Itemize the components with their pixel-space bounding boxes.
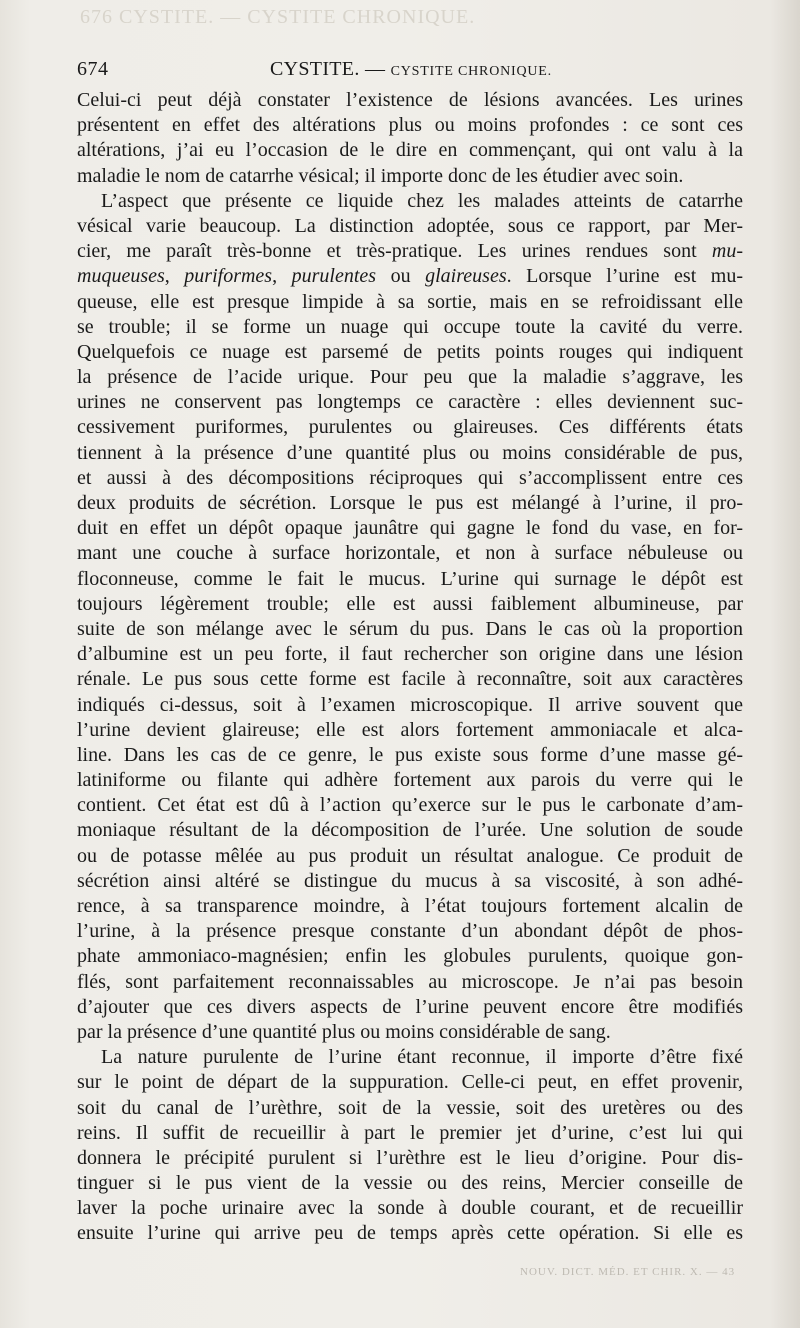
text-line: l’urine, à la présence presque constante d’un abondant dépôt de phos- [77,920,743,943]
text-line: muqueuses, puriformes, purulentes ou glaireuses. Lorsque l’urine est mu- [77,265,744,288]
text-line: d’ajouter que ces divers aspects de l’urine peuvent encore être modifiés [77,995,743,1018]
text-line: la présence de l’acide urique. Pour peu que la maladie s’aggrave, les [77,366,743,389]
text-line: ou de potasse mêlée au pus produit un résultat analogue. Ce produit de [77,844,743,867]
text-line: laver la poche urinaire avec la sonde à double courant, et de recueillir [77,1197,743,1220]
text-line: line. Dans les cas de ce genre, le pus existe sous forme d’une masse gé- [77,743,743,766]
text-line: Quelquefois ce nuage est parsemé de petits points rouges qui indiquent [77,340,743,363]
text-line: présentent en effet des altérations plus ou moins profondes : ce sont ces [77,114,743,137]
text-line: contient. Cet état est dû à l’action qu’exerce sur le pus le carbonate d’am- [77,794,743,817]
text-line: L’aspect que présente ce liquide chez les malades atteints de catarrhe [101,189,743,212]
text-line: suite de son mélange avec le sérum du pus. Dans le cas où la proportion [77,617,743,640]
text-line: phate ammoniaco-magnésien; enfin les globules purulents, quoique gon- [77,945,743,968]
text-line: queuse, elle est presque limpide à sa sortie, mais en se refroidissant elle [77,290,743,313]
text-line: latiniforme ou filante qui adhère fortement aux parois du verre qui le [77,769,743,792]
text-line: rénale. Le pus sous cette forme est facile à reconnaître, soit aux caractères [77,668,743,691]
text-line: urines ne conservent pas longtemps ce caractère : elles deviennent suc- [77,391,743,414]
italic-term: glaireuses [425,265,507,288]
running-head [270,58,552,81]
text-line: flés, sont parfaitement reconnaissables au microscope. Je n’ai pas besoin [77,970,743,993]
page-number: 674 [77,58,109,80]
text-line: Celui-ci peut déjà constater l’existence de lésions avancées. Les urines [77,89,743,111]
text-line: tiennent à la présence d’une quantité plus ou moins considérable de pus, [77,441,743,464]
text-line: reins. Il suffit de recueillir à part le premier jet d’urine, c’est lui qui [77,1121,743,1144]
italic-term: purulentes [291,265,377,288]
text-line: cessivement puriformes, purulentes ou glaireuses. Ces différents états [77,416,743,439]
running-head-sub: CYSTITE CHRONIQUE. [390,64,552,79]
italic-term: puriformes [184,265,273,288]
text-line: l’urine devient glaireuse; elle est alors fortement ammoniacale et alca- [77,718,743,741]
italic-term: muqueuses [77,265,165,288]
text-line: indiqués ci-dessus, soit à l’examen microscopique. Il arrive souvent que [77,693,743,716]
text-line: se trouble; il se forme un nuage qui occupe toute la cavité du verre. [77,315,743,338]
text-line: tinguer si le pus vient de la vessie ou des reins, Mercier conseille de [77,1172,743,1195]
text-line: rence, à sa transparence moindre, à l’état toujours fortement alcalin de [77,895,743,917]
bleed-through-footer: NOUV. DICT. MÉD. ET CHIR. X. — 43 [520,1266,736,1278]
text-line: La nature purulente de l’urine étant reconnue, il importe d’être fixé [101,1046,743,1069]
page-header [77,58,743,84]
text-line: toujours légèrement trouble; elle est aussi faiblement albumineuse, par [77,592,743,615]
italic-term: mu- [711,240,744,263]
text-line: par la présence d’une quantité plus ou moins considérable de sang. [77,1020,611,1043]
running-head-dash: — [364,58,386,80]
text-line: floconneuse, comme le fait le mucus. L’urine qui surnage le dépôt est [77,567,743,590]
body-text [77,88,743,1247]
text-line: moniaque résultant de la décomposition de l’urée. Une solution de soude [77,819,743,842]
text-line: d’albumine est un peu forte, il faut rechercher son origine dans une lésion [77,643,743,666]
text-line: cier, me paraît très-bonne et très-pratique. Les urines rendues sont mu- [77,240,744,263]
text-line: deux produits de sécrétion. Lorsque le pus est mélangé à l’urine, il pro- [77,492,743,514]
text-line: altérations, j’ai eu l’occasion de le dire en commençant, qui ont valu à la [77,139,743,162]
text-line: sur le point de départ de la suppuration. Celle-ci peut, en effet provenir, [77,1071,743,1094]
text-line: duit en effet un dépôt opaque jaunâtre qui gagne le fond du vase, en for- [77,517,743,540]
text-line: donnera le précipité purulent si l’urèthre est le lieu d’origine. Pour dis- [77,1146,743,1169]
running-head-main: CYSTITE. [270,58,360,80]
text-line: mant une couche à surface horizontale, et non à surface nébuleuse ou [77,542,743,565]
bleed-through-text: 676 CYSTITE. — CYSTITE CHRONIQUE. [80,6,476,28]
text-line: soit du canal de l’urèthre, soit de la vessie, soit des uretères ou des [77,1096,743,1119]
text-line: ensuite l’urine qui arrive peu de temps après cette opération. Si elle es [77,1222,743,1245]
text-line: sécrétion ainsi altéré se distingue du mucus à sa viscosité, à son adhé- [77,869,743,892]
text-line: et aussi à des décompositions réciproques qui s’accomplissent entre ces [77,466,743,489]
text-line: maladie le nom de catarrhe vésical; il importe donc de les étudier avec soin. [77,164,684,187]
text-line: vésical varie beaucoup. La distinction adoptée, sous ce rapport, par Mer- [77,214,743,237]
